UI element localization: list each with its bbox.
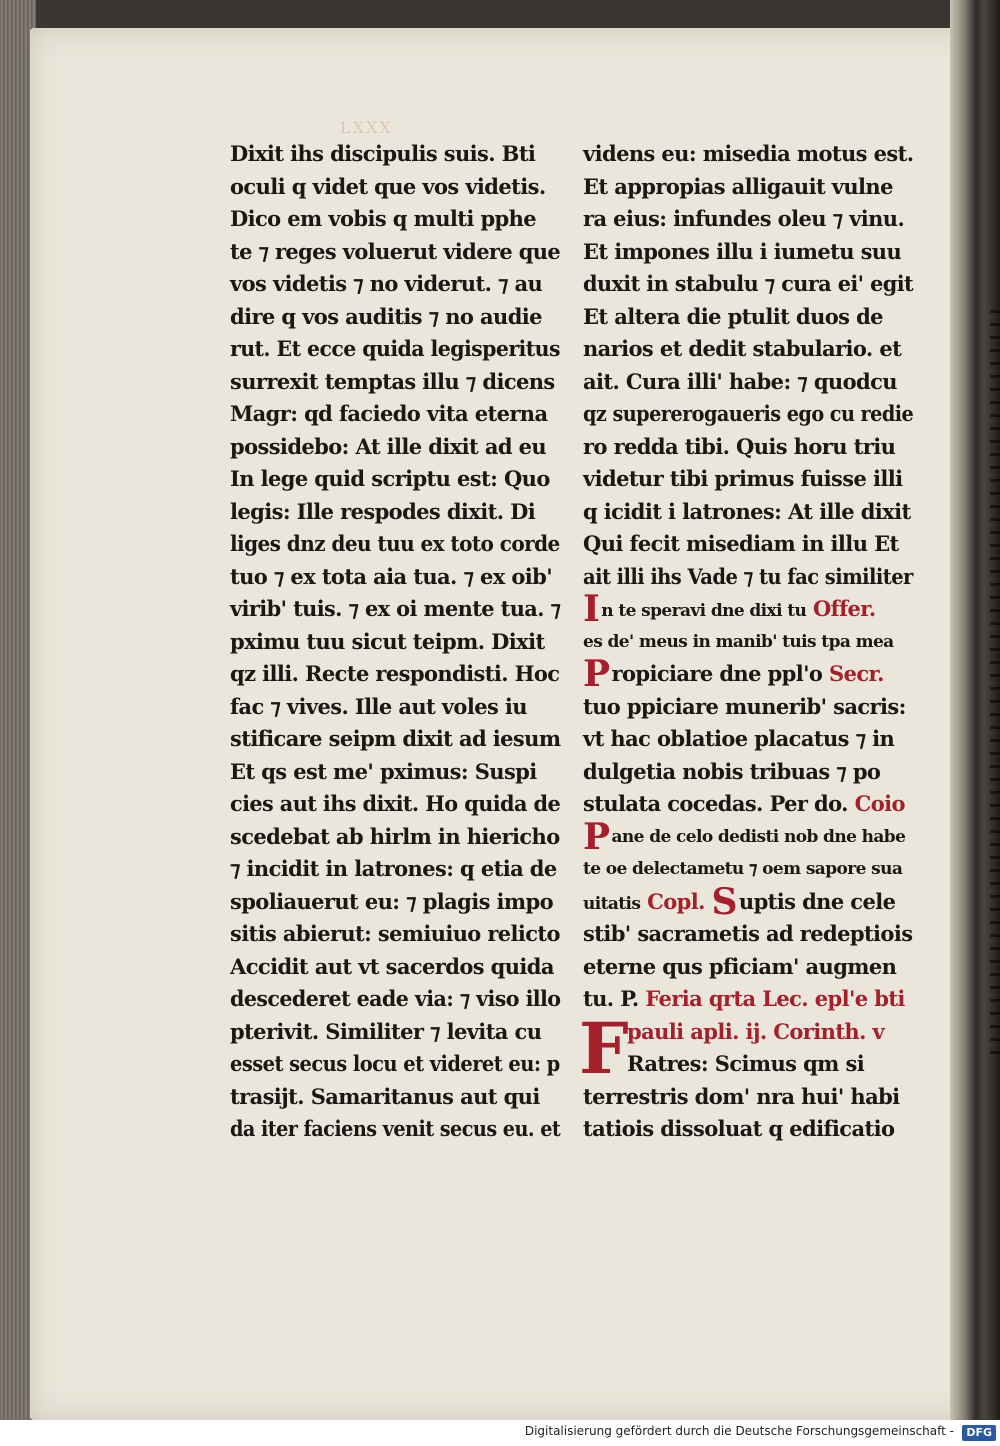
feria-rubric: Feria qrta Lec. epl'e bti <box>645 986 905 1011</box>
footer-bar <box>0 1420 1000 1446</box>
postcommunion-rubric: Copl. <box>647 888 705 914</box>
right-column-line: videns eu: misedia motus est. <box>583 141 914 166</box>
left-column-line: Dico em vobis q multi pphe <box>230 206 537 231</box>
communion-line <box>583 815 913 858</box>
communion-end: uitatis <box>583 893 641 914</box>
right-column-line: narios et dedit stabulario. et <box>583 336 902 361</box>
left-column-line: liges dnz deu tuu ex toto corde <box>230 531 560 556</box>
offertory-rubric: Offer. <box>812 596 876 621</box>
postcommunion-line <box>583 880 913 923</box>
offertory-line <box>583 588 913 630</box>
left-column-line: scedebat ab hirlm in hiericho <box>230 823 560 849</box>
secret-rubric: Secr. <box>829 661 884 686</box>
secret-text: ropiciare dne ppl'o <box>611 661 823 686</box>
left-column-line: cies aut ihs dixit. Ho quida de <box>230 791 561 816</box>
pauli-rubric: pauli apli. ij. Corinth. v <box>627 1018 885 1044</box>
secret-body-line: dulgetia nobis tribuas ⁊ po <box>583 758 881 784</box>
communion-line-2: te oe delectametu ⁊ oem sapore sua <box>583 859 903 879</box>
offertory-line-2: es de' meus in manib' tuis tpa mea <box>583 631 894 652</box>
secret-body-line: vt hac oblatioe placatus ⁊ in <box>583 726 895 751</box>
dfg-logo: DFG <box>962 1425 996 1441</box>
left-column-line: te ⁊ reges voluerut videre que <box>230 238 561 264</box>
left-column-line: qz illi. Recte respondisti. Hoc <box>230 661 560 686</box>
left-column-line: spoliauerut eu: ⁊ plagis impo <box>230 888 554 914</box>
left-column-line: In lege quid scriptu est: Quo <box>230 466 550 491</box>
left-column-line: ⁊ incidit in latrones: q etia de <box>230 856 557 881</box>
communion-text: ane de celo dedisti nob dne habe <box>611 826 906 847</box>
left-column-line: Magr: qd faciedo vita eterna <box>230 401 548 426</box>
left-column-line: oculi q videt que vos videtis. <box>230 173 546 199</box>
left-column-line: tuo ⁊ ex tota aia tua. ⁊ ex oib' <box>230 563 553 589</box>
right-column-line: ait. Cura illi' habe: ⁊ quodcu <box>583 368 897 394</box>
right-column-line: q icidit i latrones: At ille dixit <box>583 498 911 524</box>
right-column-line: ait illi ihs Vade ⁊ tu fac similiter <box>583 563 913 589</box>
postcommunion-line-3: eterne qus pficiam' augmen <box>583 953 897 979</box>
epistle-line-2: terrestris dom' nra hui' habi <box>583 1083 900 1109</box>
right-text-column <box>579 138 914 1146</box>
right-column-line: Et altera die ptulit duos de <box>583 303 883 329</box>
left-column-line: fac ⁊ vives. Ille aut voles iu <box>230 693 527 719</box>
right-column-line: duxit in stabulu ⁊ cura ei' egit <box>583 271 914 296</box>
left-column-line: stificare seipm dixit ad iesum <box>230 726 561 751</box>
left-text-column <box>230 138 560 1146</box>
left-column-line: pximu tuu sicut teipm. Dixit <box>230 628 545 654</box>
left-column-line: trasijt. Samaritanus aut qui <box>230 1083 540 1109</box>
left-column-line: Et qs est me' pximus: Suspi <box>230 758 537 784</box>
left-column-line: dire q vos auditis ⁊ no audie <box>230 303 542 329</box>
epistle-block <box>579 1006 913 1146</box>
feria-line <box>583 983 913 1016</box>
right-column-line: qz supererogaueris ego cu redie <box>583 401 914 426</box>
left-column-line: surrexit temptas illu ⁊ dicens <box>230 368 555 394</box>
secret-initial: P <box>583 653 610 695</box>
footer-credit: Digitalisierung gefördert durch die Deutsche Forschungsgemeinschaft - <box>524 1424 954 1438</box>
left-column-line: esset secus locu et videret eu: p <box>230 1051 560 1076</box>
facing-page-text-edge <box>990 300 1000 1060</box>
communion-rubric: Coio <box>854 791 905 816</box>
right-column-line: ro redda tibi. Quis horu triu <box>583 433 896 459</box>
epistle-line-1: Ratres: Scimus qm si <box>627 1051 865 1076</box>
communion-initial: P <box>583 815 610 858</box>
left-column-line: virib' tuis. ⁊ ex oi mente tua. ⁊ <box>230 596 561 621</box>
postcommunion-line-2: stib' sacrametis ad redeptiois <box>583 921 913 946</box>
left-column-line: legis: Ille respodes dixit. Di <box>230 498 536 524</box>
right-column-line: Et impones illu i iumetu suu <box>583 238 902 264</box>
right-column-line: Qui fecit misediam in illu Et <box>583 531 899 556</box>
left-column-line: pterivit. Similiter ⁊ levita cu <box>230 1018 542 1044</box>
left-column-line: rut. Et ecce quida legisperitus <box>230 336 560 361</box>
epistle-initial: F <box>579 1006 629 1090</box>
secret-line <box>583 653 913 695</box>
right-column-line: ra eius: infundes oleu ⁊ vinu. <box>583 206 905 231</box>
secret-last-line <box>583 788 913 821</box>
secret-body-line: tuo ppiciare munerib' sacris: <box>583 693 906 719</box>
right-column-line: Et appropias alligauit vulne <box>583 173 893 199</box>
offertory-text: n te speravi dne dixi tu <box>601 601 807 621</box>
postcommunion-initial: S <box>711 880 737 923</box>
postcommunion-text: uptis dne cele <box>738 888 896 914</box>
offertory-initial: I <box>583 588 600 630</box>
left-column-line: da iter faciens venit secus eu. et <box>230 1116 561 1141</box>
left-column-line: Accidit aut vt sacerdos quida <box>230 953 554 979</box>
left-column-line: vos videtis ⁊ no viderut. ⁊ au <box>230 271 543 296</box>
left-column-line: sitis abierut: semiuiuo relicto <box>230 921 560 946</box>
left-column-line: descederet eade via: ⁊ viso illo <box>230 986 561 1011</box>
left-column-line: possidebo: At ille dixit ad eu <box>230 433 547 459</box>
secret-conclusion: stulata cocedas. Per do. <box>583 791 848 816</box>
epistle-line-3: tatiois dissoluat q edificatio <box>583 1116 895 1141</box>
postcommunion-end: tu. P. <box>583 986 639 1011</box>
right-column-line: videtur tibi primus fuisse illi <box>583 466 903 491</box>
faint-folio-mark: LXXX <box>340 118 393 137</box>
left-column-line: Dixit ihs discipulis suis. Bti <box>230 141 536 166</box>
